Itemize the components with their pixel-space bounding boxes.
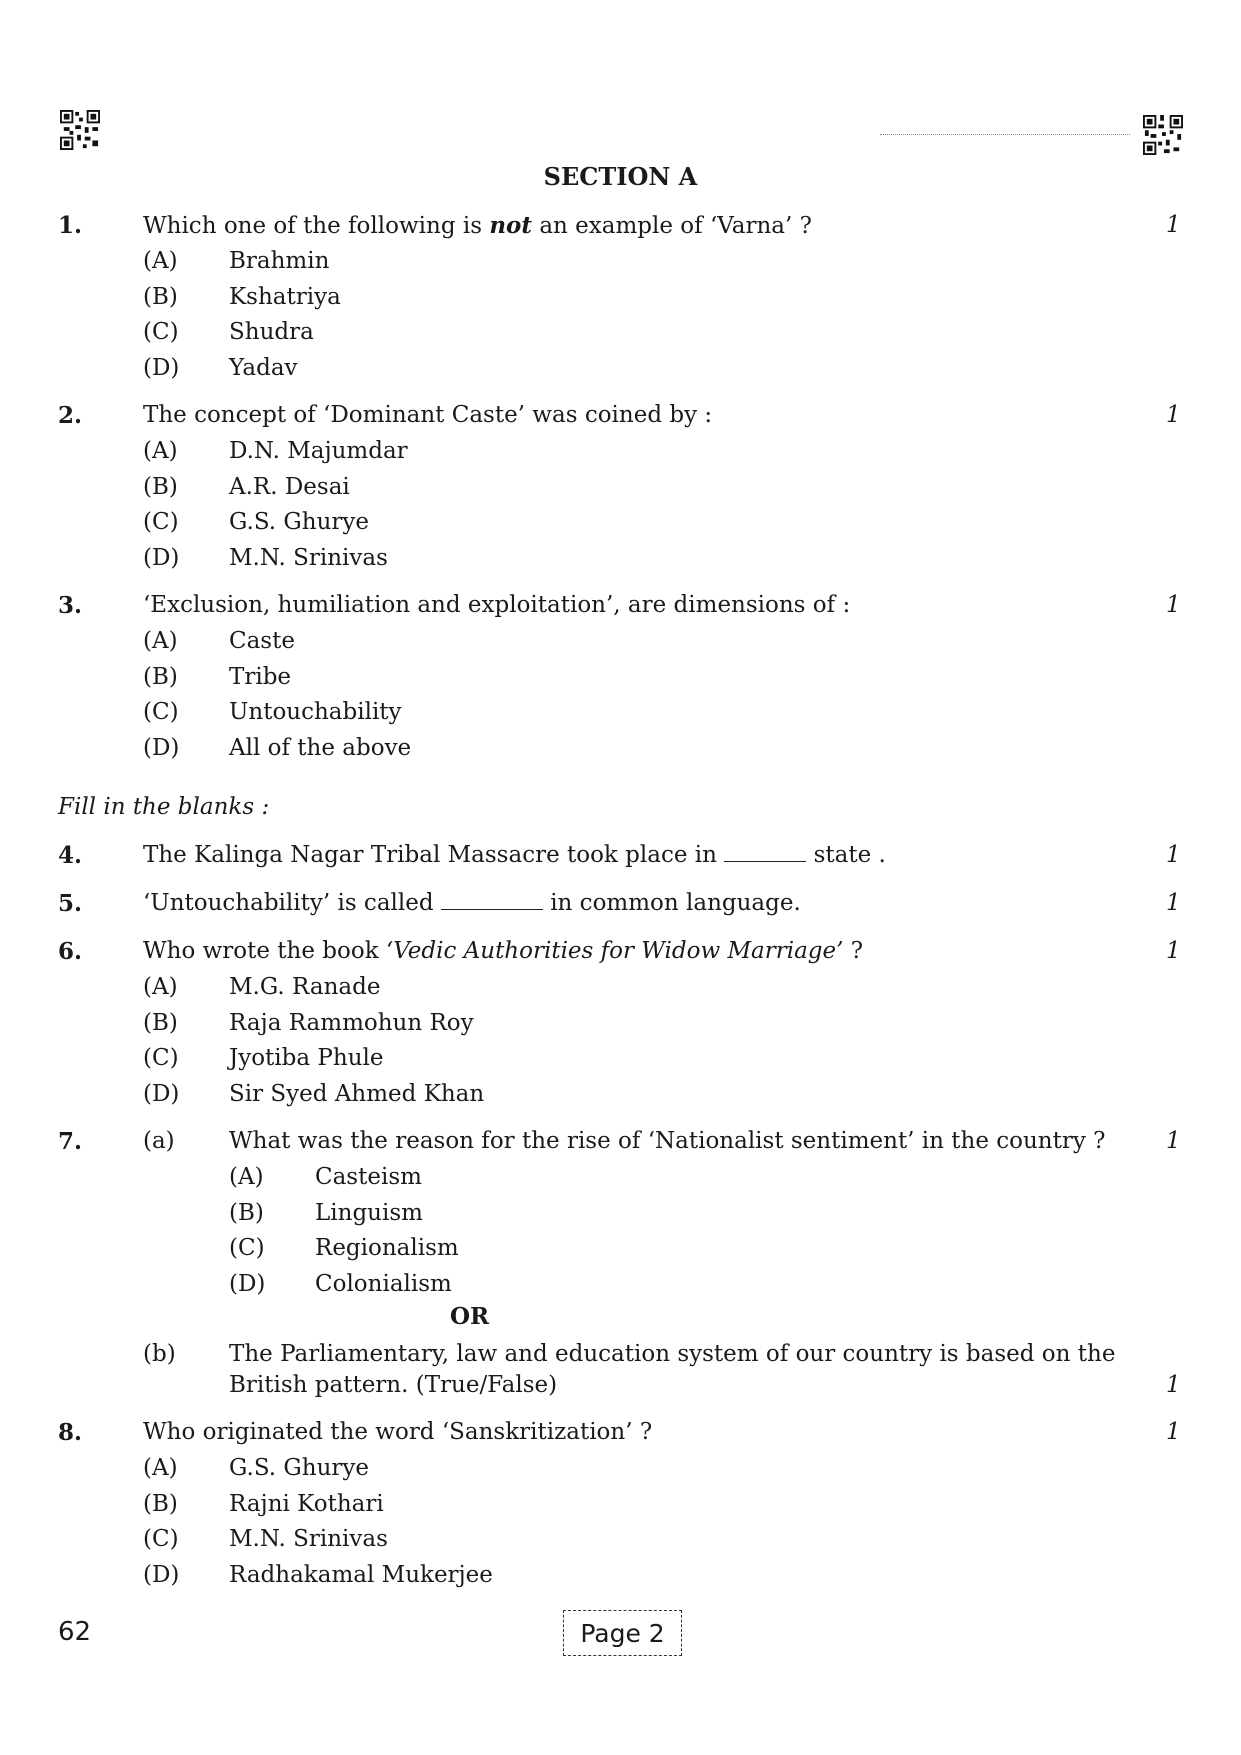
question-text-line: The Parliamentary, law and education system of our country is based on the [229, 1341, 1116, 1367]
question-marks: 1 [1166, 1128, 1181, 1154]
option-text: Rajni Kothari [229, 1491, 384, 1517]
option-letter: (D) [143, 355, 180, 381]
option-letter: (D) [143, 1081, 180, 1107]
option-text: Casteism [315, 1164, 422, 1190]
option-letter: (D) [229, 1271, 266, 1297]
option-text: Yadav [229, 355, 298, 381]
question-marks: 1 [1166, 890, 1181, 916]
question-text: ‘Exclusion, humiliation and exploitation’, are dimensions of : [143, 592, 851, 618]
option-text: M.N. Srinivas [229, 1526, 388, 1552]
question-marks: 1 [1166, 1419, 1181, 1445]
question-text: What was the reason for the rise of ‘Nationalist sentiment’ in the country ? [229, 1128, 1106, 1154]
subpart-letter: (a) [143, 1128, 175, 1154]
option-text: Kshatriya [229, 284, 341, 310]
option-text: Untouchability [229, 699, 402, 725]
question-marks: 1 [1166, 842, 1181, 868]
option-letter: (B) [143, 474, 178, 500]
answer-blank[interactable] [441, 892, 543, 910]
option-letter: (C) [143, 1045, 179, 1071]
option-text: Raja Rammohun Roy [229, 1010, 474, 1036]
question-text: Who originated the word ‘Sanskritization’ ? [143, 1419, 653, 1445]
paper-code: 62 [58, 1617, 92, 1647]
option-text: Linguism [315, 1200, 423, 1226]
option-letter: (D) [143, 735, 180, 761]
question-number: 4. [58, 842, 83, 869]
question-marks: 1 [1166, 592, 1181, 618]
page-number: Page 2 [580, 1618, 665, 1648]
option-letter: (B) [143, 1010, 178, 1036]
option-letter: (A) [143, 974, 178, 1000]
question-number: 3. [58, 592, 83, 619]
option-letter: (C) [229, 1235, 265, 1261]
option-letter: (C) [143, 319, 179, 345]
option-text: Colonialism [315, 1271, 452, 1297]
option-text: D.N. Majumdar [229, 438, 408, 464]
option-text: Regionalism [315, 1235, 459, 1261]
subpart-letter: (b) [143, 1341, 176, 1367]
question-marks: 1 [1166, 402, 1181, 428]
option-letter: (C) [143, 509, 179, 535]
question-text: Which one of the following is not an example of ‘Varna’ ? [143, 212, 812, 239]
option-text: Brahmin [229, 248, 330, 274]
section-title: SECTION A [543, 162, 698, 191]
question-number: 5. [58, 890, 83, 917]
option-text: G.S. Ghurye [229, 509, 370, 535]
option-letter: (C) [143, 1526, 179, 1552]
option-text: A.R. Desai [229, 474, 350, 500]
option-letter: (B) [143, 284, 178, 310]
question-marks: 1 [1166, 938, 1181, 964]
option-letter: (A) [143, 248, 178, 274]
question-marks: 1 [1166, 1372, 1181, 1398]
option-text: Sir Syed Ahmed Khan [229, 1081, 485, 1107]
question-text-line: British pattern. (True/False) [229, 1372, 558, 1398]
page-number-box [563, 1610, 682, 1656]
option-letter: (A) [143, 628, 178, 654]
option-text: Caste [229, 628, 295, 654]
option-letter: (B) [143, 664, 178, 690]
question-text: The concept of ‘Dominant Caste’ was coined by : [143, 402, 713, 428]
option-text: All of the above [229, 735, 412, 761]
option-letter: (A) [229, 1164, 264, 1190]
qr-code-right [1143, 115, 1183, 155]
or-separator: OR [450, 1303, 490, 1330]
qr-code-left [60, 110, 100, 150]
answer-blank[interactable] [724, 844, 806, 862]
option-text: Jyotiba Phule [229, 1045, 384, 1071]
fill-blanks-heading: Fill in the blanks : [58, 794, 270, 820]
question-text: Who wrote the book ‘Vedic Authorities for Widow Marriage’ ? [143, 938, 864, 964]
option-letter: (A) [143, 1455, 178, 1481]
question-number: 2. [58, 402, 83, 429]
option-text: Tribe [229, 664, 292, 690]
option-letter: (D) [143, 1562, 180, 1588]
option-text: G.S. Ghurye [229, 1455, 370, 1481]
option-text: M.N. Srinivas [229, 545, 388, 571]
option-text: M.G. Ranade [229, 974, 381, 1000]
option-letter: (A) [143, 438, 178, 464]
option-letter: (B) [143, 1491, 178, 1517]
question-number: 6. [58, 938, 83, 965]
option-letter: (D) [143, 545, 180, 571]
question-number: 7. [58, 1128, 83, 1155]
option-letter: (C) [143, 699, 179, 725]
question-marks: 1 [1166, 212, 1181, 238]
question-number: 8. [58, 1419, 83, 1446]
header-dotted-line [880, 134, 1130, 135]
option-text: Shudra [229, 319, 314, 345]
option-letter: (B) [229, 1200, 264, 1226]
question-text: The Kalinga Nagar Tribal Massacre took place in state . [143, 842, 886, 868]
question-text: ‘Untouchability’ is called in common language. [143, 890, 801, 916]
question-number: 1. [58, 212, 83, 239]
option-text: Radhakamal Mukerjee [229, 1562, 493, 1588]
